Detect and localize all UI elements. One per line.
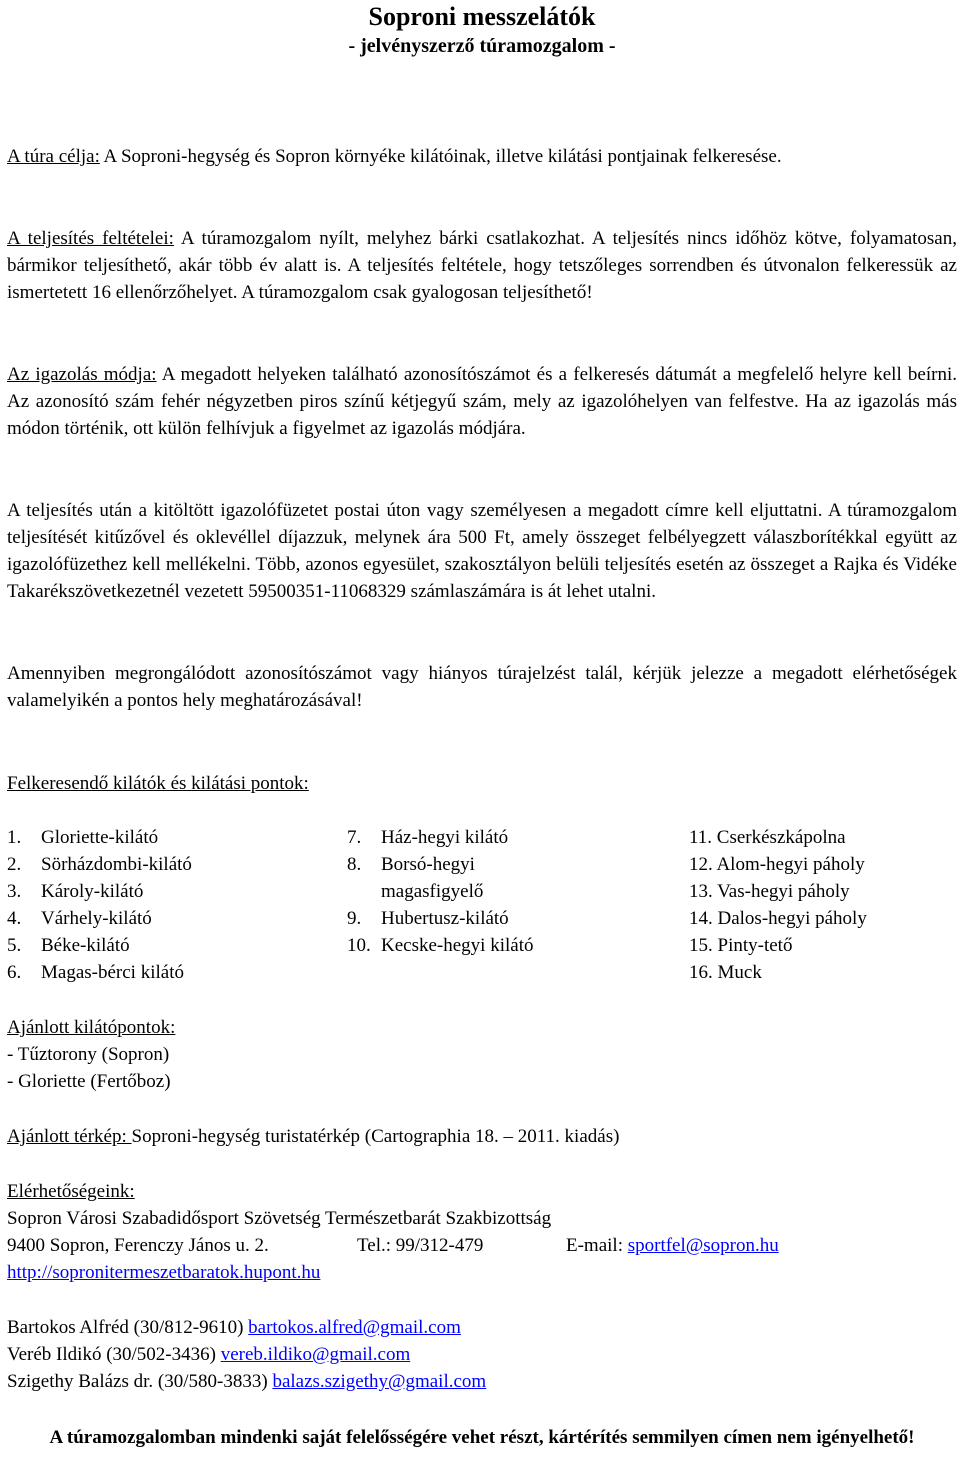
recommended-item: - Gloriette (Fertőboz) [7, 1071, 171, 1092]
recommended-heading: Ajánlott kilátópontok: [7, 1017, 176, 1038]
website-line [7, 1259, 320, 1286]
list-item: 6. Magas-bérci kilátó [7, 962, 184, 983]
contacts-email-line: E-mail: sportfel@sopron.hu [566, 1235, 779, 1256]
goal-paragraph [7, 143, 957, 170]
contact-person: Szigethy Balázs dr. (30/580-3833) balazs.szigethy@gmail.com [7, 1371, 487, 1392]
list-item: 14. Dalos-hegyi páholy [689, 908, 867, 929]
list-item: 13. Vas-hegyi páholy [689, 881, 850, 902]
page-title: Soproni messzelátók [368, 2, 596, 31]
contacts-address: 9400 Sopron, Ferenczy János u. 2. [7, 1235, 269, 1256]
map-text: Soproni-hegység turistatérkép (Cartographia 18. – 2011. kiadás) [131, 1126, 620, 1147]
list-item: 7. Ház-hegyi kilátó [347, 827, 509, 848]
map-label: Ajánlott térkép: [7, 1126, 132, 1147]
goal-text: A Soproni-hegység és Sopron környéke kilátóinak, illetve kilátási pontjainak felkeresése. [99, 146, 782, 167]
list-item: 10. Kecske-hegyi kilátó [347, 935, 534, 956]
verification-paragraph [7, 361, 957, 442]
conditions-paragraph [7, 225, 957, 306]
completion-paragraph: A teljesítés után a kitöltött igazolófüzetet postai úton vagy személyesen a megadott címre kell eljuttatni. A túramozgalom teljesítését kitűzővel és oklevéllel díjazzuk, melynek ára 500 Ft, amely összeget felbélyegzett válaszborítékkal együtt az igazolófüzethez kell mellékelni. Több, azonos egyesület, szakosztályon belüli teljesítés esetén az összeget a Rajka és Vidéke Takarékszövetkezetnél vezetett 59500351-11068329 számlaszámára is át lehet utalni. [7, 500, 957, 602]
website-link[interactable]: http://sopronitermeszetbaratok.hupont.hu [7, 1262, 321, 1283]
list-item: magasfigyelő [381, 881, 484, 902]
contacts-heading: Elérhetőségeink: [7, 1181, 135, 1202]
person-email-link[interactable]: vereb.ildiko@gmail.com [220, 1344, 411, 1365]
list-item: 4. Várhely-kilátó [7, 908, 152, 929]
disclaimer: A túramozgalomban mindenki saját felelősségére vehet részt, kártérítés semmilyen címen nem igényelhető! [49, 1427, 915, 1448]
verification-text: A megadott helyeken található azonosítószámot és a felkeresés dátumát a megfelelő helyre kell beírni. Az azonosító szám fehér négyzetben piros színű kétjegyű szám, mely az igazolóhelyen van felfestve. Ha az igazolás más módon történik, ott külön felhívjuk a figyelmet az igazolás módjára. [7, 364, 957, 439]
goal-label: A túra célja: [7, 146, 100, 167]
page-subtitle: - jelvényszerző túramozgalom - [348, 35, 616, 57]
person-email-link[interactable]: balazs.szigethy@gmail.com [272, 1371, 487, 1392]
map-line [7, 1123, 619, 1150]
contact-person: Bartokos Alfréd (30/812-9610) bartokos.alfred@gmail.com [7, 1317, 461, 1338]
contact-person: Veréb Ildikó (30/502-3436) vereb.ildiko@gmail.com [7, 1344, 411, 1365]
list-item: 15. Pinty-tető [689, 935, 793, 956]
verification-label: Az igazolás módja: [7, 364, 157, 385]
contacts-org: Sopron Városi Szabadidősport Szövetség Természetbarát Szakbizottság [7, 1208, 552, 1229]
list-item: 5. Béke-kilátó [7, 935, 130, 956]
list-item: 3. Károly-kilátó [7, 881, 144, 902]
list-item: 16. Muck [689, 962, 762, 983]
email-link[interactable]: sportfel@sopron.hu [627, 1235, 779, 1256]
person-email-link[interactable]: bartokos.alfred@gmail.com [248, 1317, 461, 1338]
conditions-label: A teljesítés feltételei: [7, 228, 174, 249]
recommended-item: - Tűztorony (Sopron) [7, 1044, 170, 1065]
list-item: 8. Borsó-hegyi [347, 854, 475, 875]
list-item: 11. Cserkészkápolna [689, 827, 846, 848]
list-heading: Felkeresendő kilátók és kilátási pontok: [7, 773, 309, 794]
damage-paragraph: Amennyiben megrongálódott azonosítószámot vagy hiányos túrajelzést talál, kérjük jelezze a megadott elérhetőségek valamelyikén a pontos hely meghatározásával! [7, 663, 957, 711]
list-item: 1. Gloriette-kilátó [7, 827, 159, 848]
conditions-text: A túramozgalom nyílt, melyhez bárki csatlakozhat. A teljesítés nincs időhöz kötve, folyamatosan, bármikor teljesíthető, akár több év alatt is. A teljesítés feltétele, hogy tetszőleges sorrendben és útvonalon felkeressük az ismertetett 16 ellenőrzőhelyet. A túramozgalom csak gyalogosan teljesíthető! [7, 228, 957, 303]
list-item: 9. Hubertusz-kilátó [347, 908, 509, 929]
list-item: 2. Sörházdombi-kilátó [7, 854, 192, 875]
contacts-phone: Tel.: 99/312-479 [357, 1235, 484, 1256]
list-item: 12. Alom-hegyi páholy [689, 854, 865, 875]
